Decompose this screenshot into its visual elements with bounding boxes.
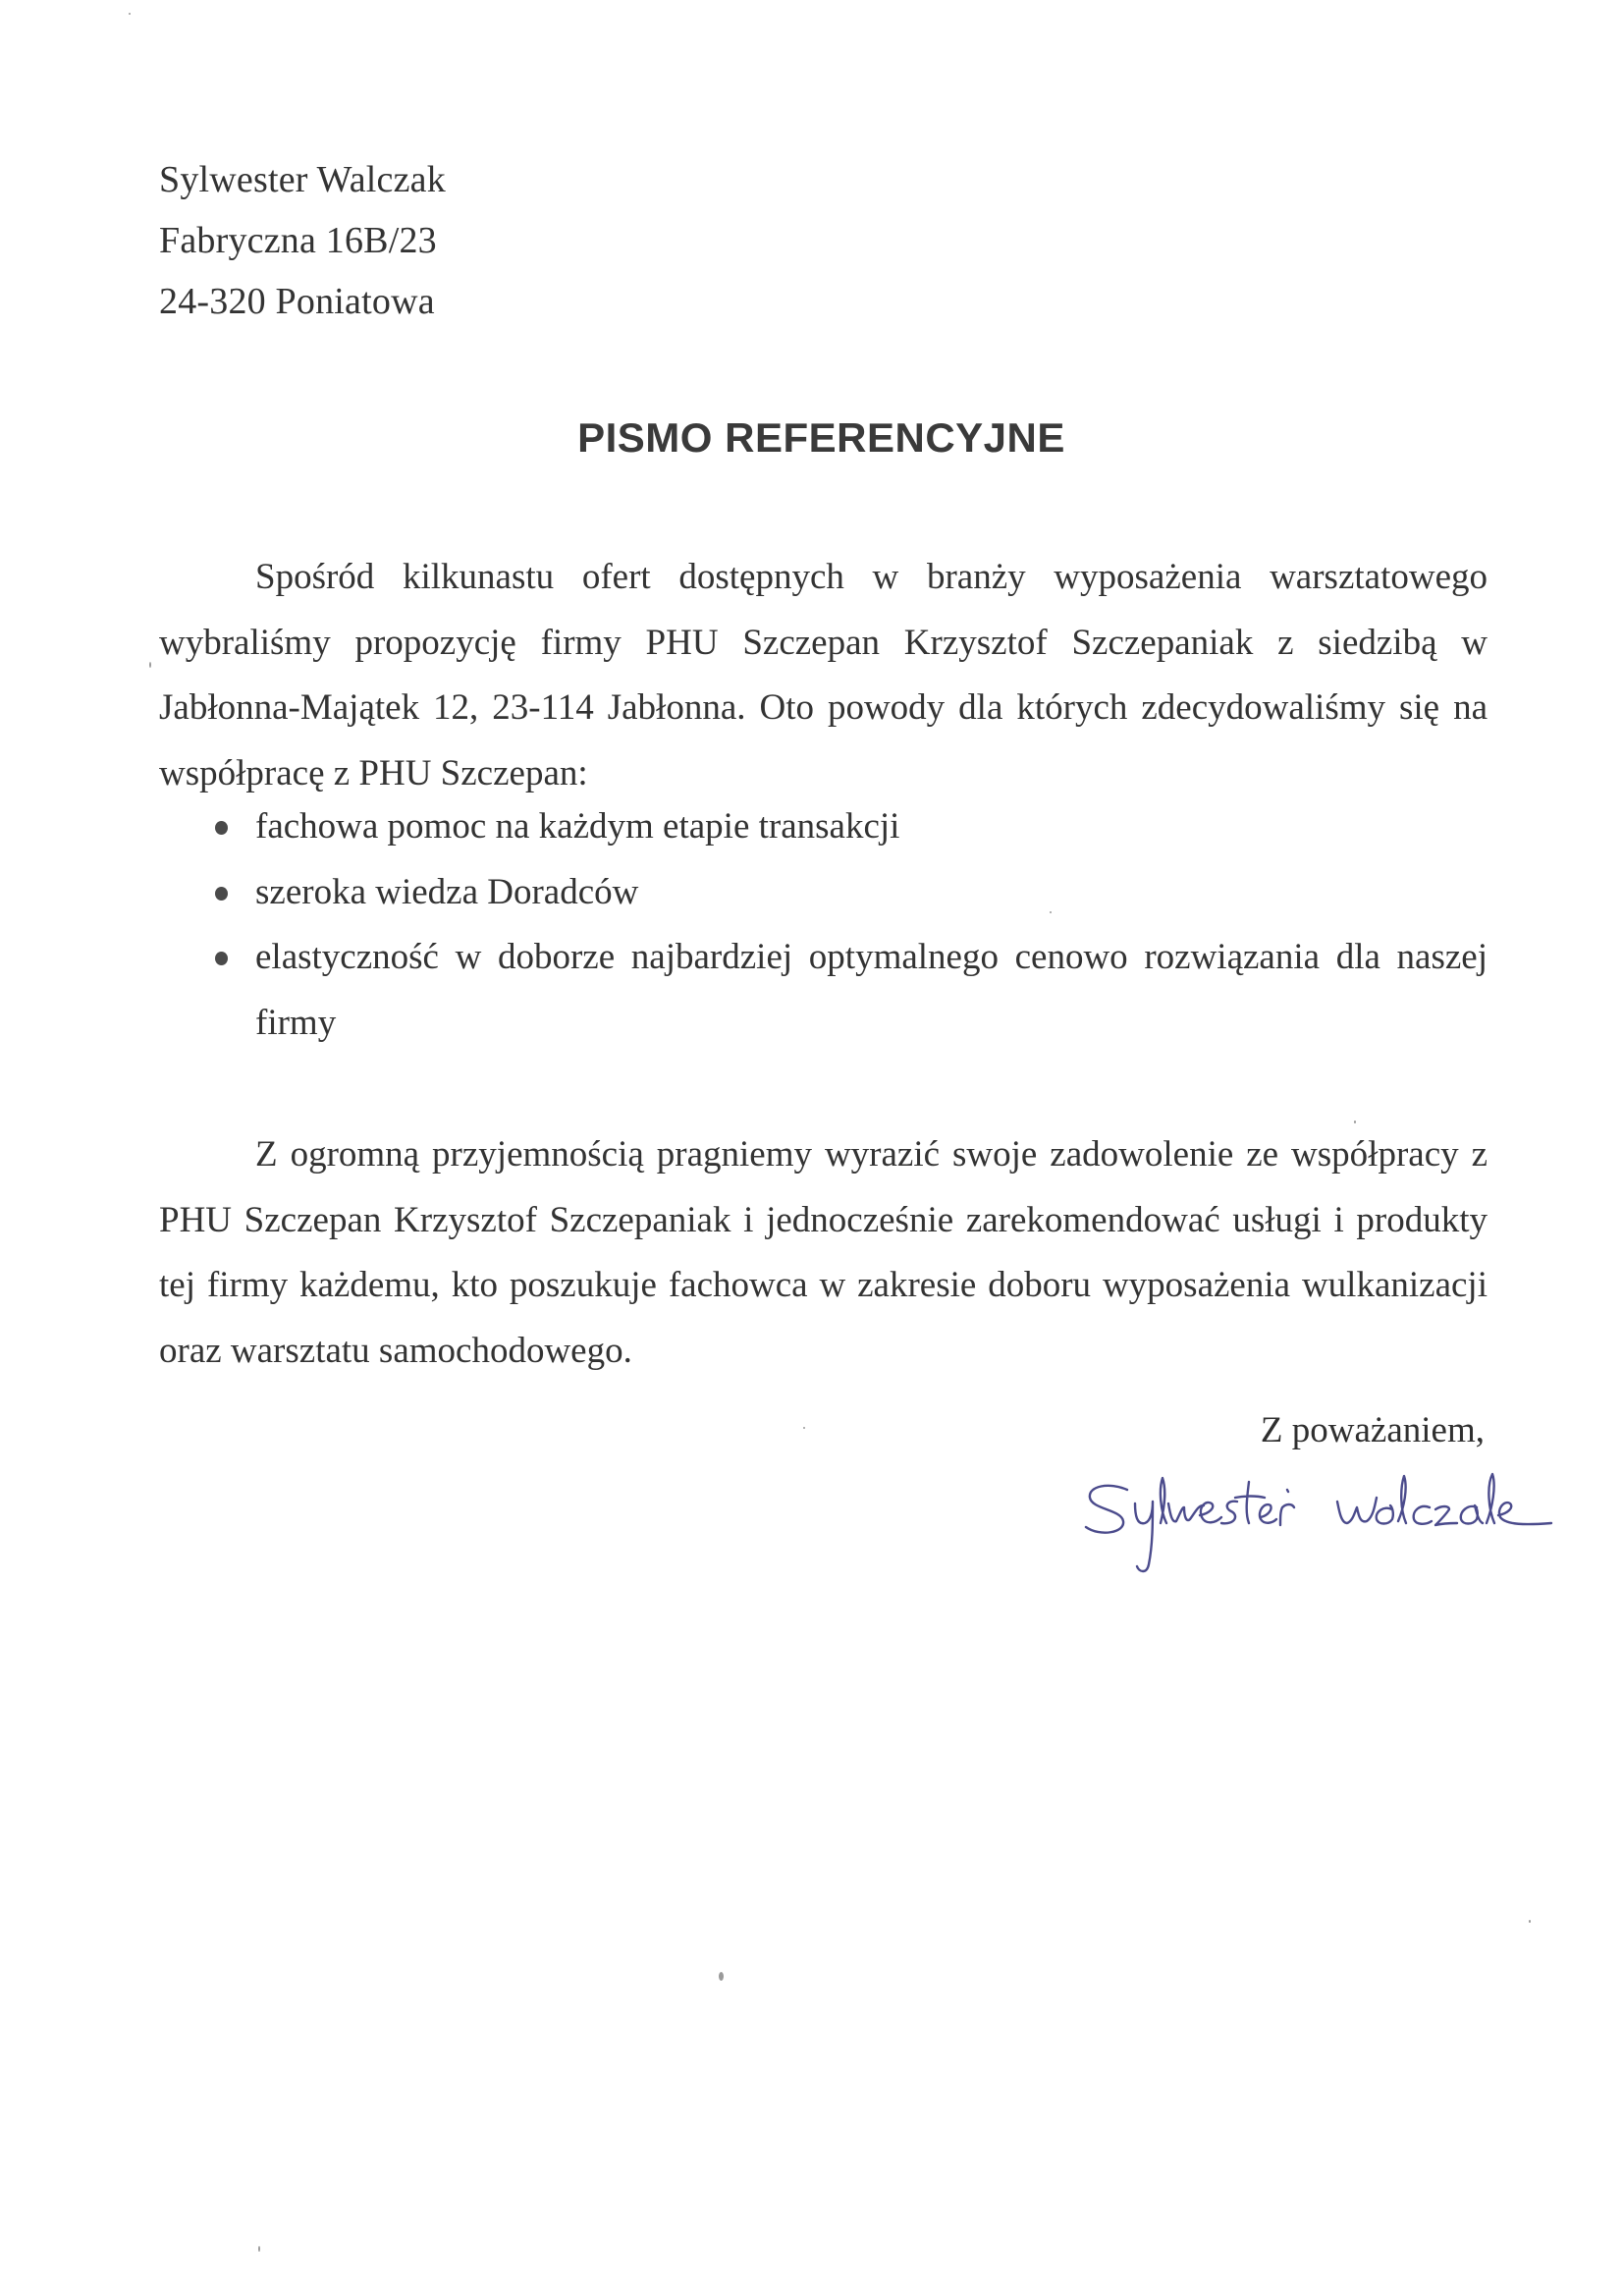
reason-text: elastyczność w doborze najbardziej optymalnego cenowo rozwiązania dla naszej firmy: [255, 937, 1488, 1043]
scan-speck: [129, 13, 131, 15]
reasons-list: [159, 794, 1488, 1056]
sender-name: Sylwester Walczak: [159, 159, 446, 200]
scan-speck: [1050, 911, 1052, 913]
recommendation-paragraph: Z ogromną przyjemnością pragniemy wyrazić swoje zadowolenie ze współpracy z PHU Szczepan Krzysztof Szczepaniak i jednocześnie zarekomendować usługi i produkty tej firmy każdemu, kto poszukuje fachowca w zakresie doboru wyposażenia wulkanizacji oraz warsztatu samochodowego.: [159, 1134, 1488, 1371]
scan-speck: [719, 1972, 724, 1981]
reason-item: [159, 794, 1488, 860]
reason-item: [159, 925, 1488, 1056]
handwritten-signature: [1080, 1468, 1591, 1586]
scan-speck: [258, 2246, 260, 2252]
scan-speck: [803, 1427, 805, 1429]
scan-speck: [1354, 1121, 1356, 1123]
closing-salutation: Z poważaniem,: [1260, 1410, 1485, 1450]
scan-speck: [149, 662, 151, 668]
bullet-icon: [215, 952, 228, 965]
sender-city: 24-320 Poniatowa: [159, 281, 435, 322]
scan-speck: [1529, 1920, 1531, 1923]
sender-address-block: [159, 149, 446, 332]
signature-icon: [1080, 1468, 1591, 1586]
bullet-icon: [215, 887, 228, 901]
reason-text: szeroka wiedza Doradców: [255, 871, 639, 912]
reason-text: fachowa pomoc na każdym etapie transakcji: [255, 806, 900, 847]
bullet-icon: [215, 821, 228, 835]
sender-street: Fabryczna 16B/23: [159, 220, 437, 261]
intro-paragraph: Spośród kilkunastu ofert dostępnych w branży wyposażenia warsztatowego wybraliśmy propozycję firmy PHU Szczepan Krzysztof Szczepaniak z siedzibą w Jabłonna-Majątek 12, 23-114 Jabłonna. Oto powody dla których zdecydowaliśmy się na współpracę z PHU Szczepan:: [159, 557, 1488, 793]
document-title: PISMO REFERENCYJNE: [577, 414, 1065, 461]
reason-item: [159, 860, 1488, 926]
